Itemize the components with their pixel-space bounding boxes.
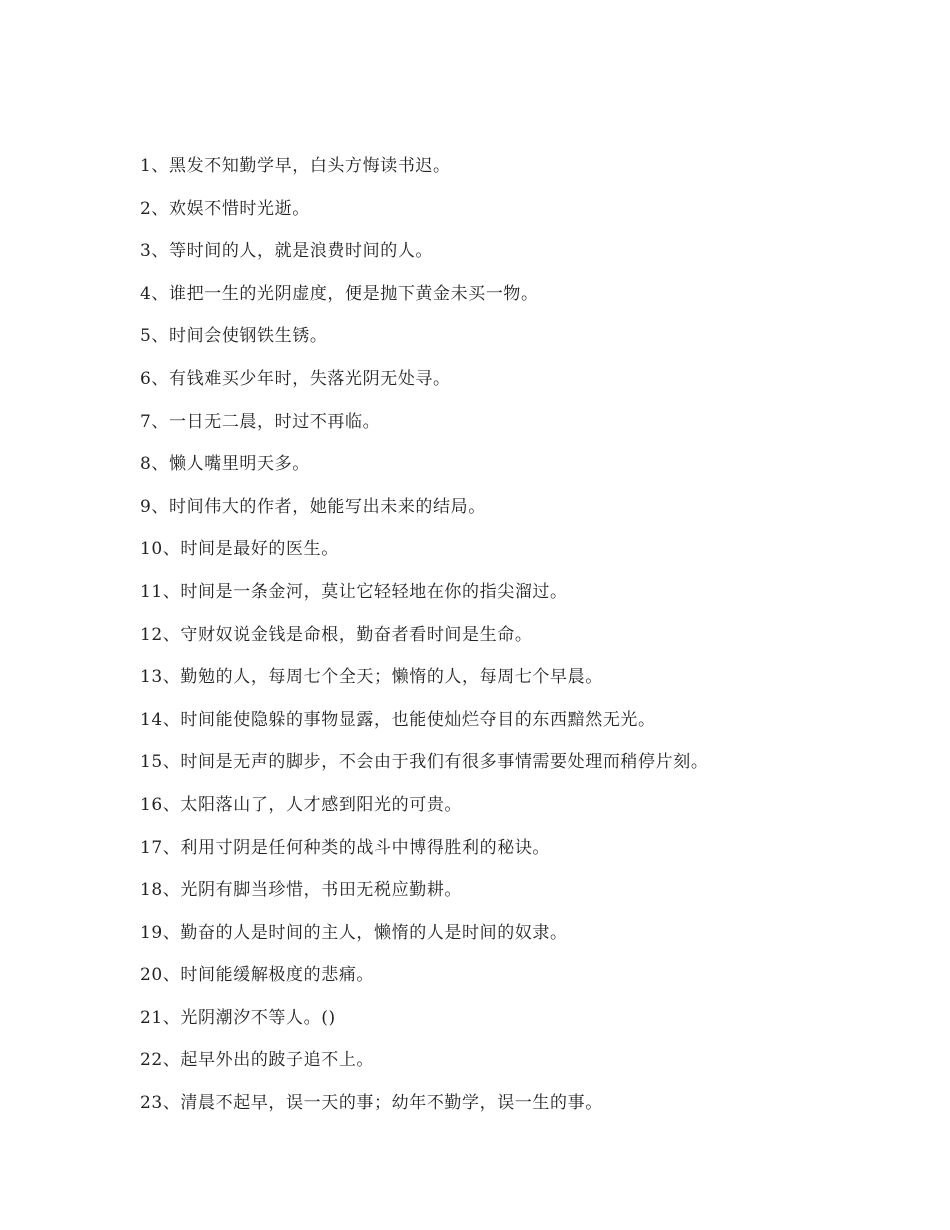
quote-line: 20、时间能缓解极度的悲痛。: [140, 965, 375, 986]
quote-line: 11、时间是一条金河，莫让它轻轻地在你的指尖溜过。: [140, 581, 568, 602]
quote-line: 14、时间能使隐躲的事物显露，也能使灿烂夺目的东西黯然无光。: [140, 709, 656, 730]
quote-line: 23、清晨不起早，误一天的事；幼年不勤学，误一生的事。: [140, 1093, 603, 1114]
quote-line: 9、时间伟大的作者，她能写出未来的结局。: [140, 496, 486, 517]
quote-line: 8、懒人嘴里明天多。: [140, 454, 310, 475]
quote-line: 2、欢娱不惜时光逝。: [140, 198, 310, 219]
quote-line: 1、黑发不知勤学早，白头方悔读书迟。: [140, 156, 451, 176]
quote-line: 5、时间会使钢铁生锈。: [140, 326, 328, 347]
quote-line: 22、起早外出的跛子追不上。: [140, 1050, 375, 1071]
quote-line: 19、勤奋的人是时间的主人，懒惰的人是时间的奴隶。: [140, 922, 568, 943]
quote-line: 4、谁把一生的光阴虚度，便是抛下黄金未买一物。: [140, 283, 539, 304]
quote-line: 18、光阴有脚当珍惜，书田无税应勤耕。: [140, 880, 463, 901]
quote-list: [140, 152, 920, 1132]
quote-line: 6、有钱难买少年时，失落光阴无处寻。: [140, 368, 451, 389]
quote-line: 15、时间是无声的脚步，不会由于我们有很多事情需要处理而稍停片刻。: [140, 752, 709, 773]
quote-line: 13、勤勉的人，每周七个全天；懒惰的人，每周七个早晨。: [140, 667, 603, 688]
quote-line: 16、太阳落山了，人才感到阳光的可贵。: [140, 794, 463, 815]
quote-line: 3、等时间的人，就是浪费时间的人。: [140, 241, 434, 262]
quote-line: 7、一日无二晨，时过不再临。: [140, 411, 381, 432]
quote-line: 17、利用寸阴是任何种类的战斗中博得胜利的秘诀。: [140, 837, 551, 858]
quote-line: 21、光阴潮汐不等人。(): [140, 1007, 336, 1028]
quote-line: 12、守财奴说金钱是命根，勤奋者看时间是生命。: [140, 624, 533, 645]
quote-line: 10、时间是最好的医生。: [140, 539, 339, 560]
